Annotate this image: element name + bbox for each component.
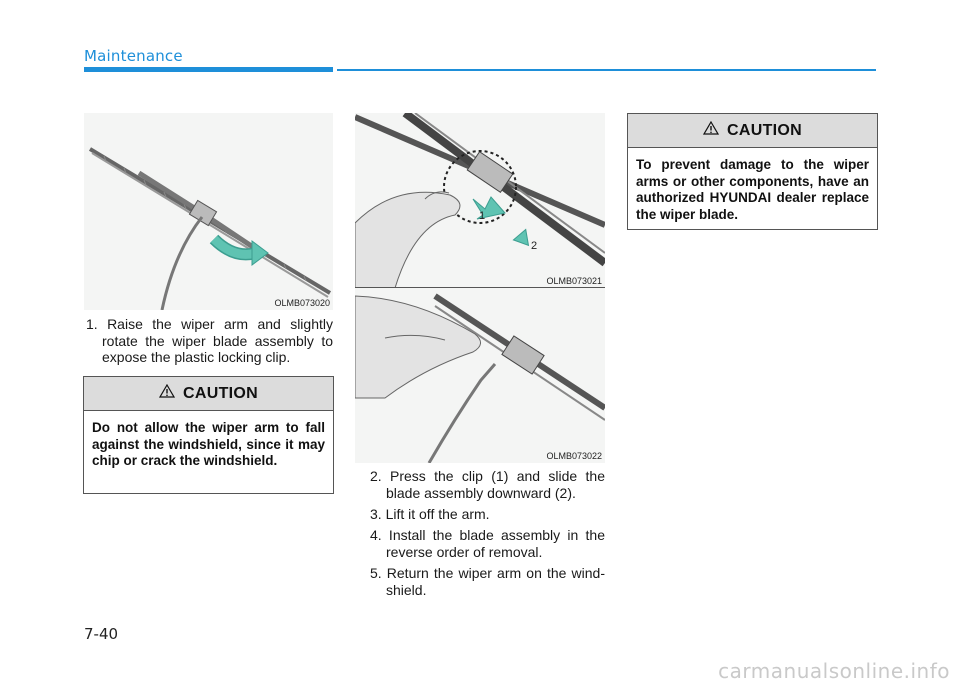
caution-label: CAUTION [727, 121, 802, 139]
figure-press-clip [355, 113, 605, 288]
caution-text: Do not allow the wiper arm to fall against the windshield, since it may chip or crack the windshield. [92, 420, 325, 468]
step-3: 3. Lift it off the arm. [370, 506, 490, 522]
caution-text: To prevent damage to the wiper arms or other components, have an authorized HYUNDAI dealer replace the wiper blade. [636, 157, 869, 222]
caution-box-windshield [83, 376, 334, 494]
watermark: carmanualsonline.info [718, 659, 950, 683]
press-clip-illustration [355, 113, 605, 288]
header-rule-thick [84, 67, 333, 72]
header-rule-thin [337, 69, 876, 71]
caution-header [628, 114, 877, 148]
section-title: Maintenance [84, 47, 183, 65]
figure-code: OLMB073021 [546, 276, 602, 286]
step-2: 2. Press the clip (1) and slide the blade assembly downward (2). [370, 468, 605, 501]
warning-triangle-icon [159, 384, 175, 403]
callout-1: 1 [479, 210, 486, 222]
caution-header [84, 377, 333, 411]
step-1: 1. Raise the wiper arm and slightly rotate the wiper blade assembly to expose the plastic locking clip. [86, 316, 333, 365]
figure-slide-blade [355, 288, 605, 463]
figure-code: OLMB073020 [274, 298, 330, 308]
figure-code: OLMB073022 [546, 451, 602, 461]
figure-wiper-raise [84, 113, 333, 310]
step-4: 4. Install the blade assembly in the reverse order of removal. [370, 527, 605, 560]
callout-2: 2 [531, 240, 538, 252]
slide-blade-illustration [355, 288, 605, 463]
caution-box-wiper-damage [627, 113, 878, 230]
page-number: 7-40 [84, 625, 119, 643]
warning-triangle-icon [703, 121, 719, 140]
caution-label: CAUTION [183, 384, 258, 402]
wiper-raise-illustration [84, 113, 333, 310]
step-5: 5. Return the wiper arm on the wind-shield. [370, 565, 605, 598]
